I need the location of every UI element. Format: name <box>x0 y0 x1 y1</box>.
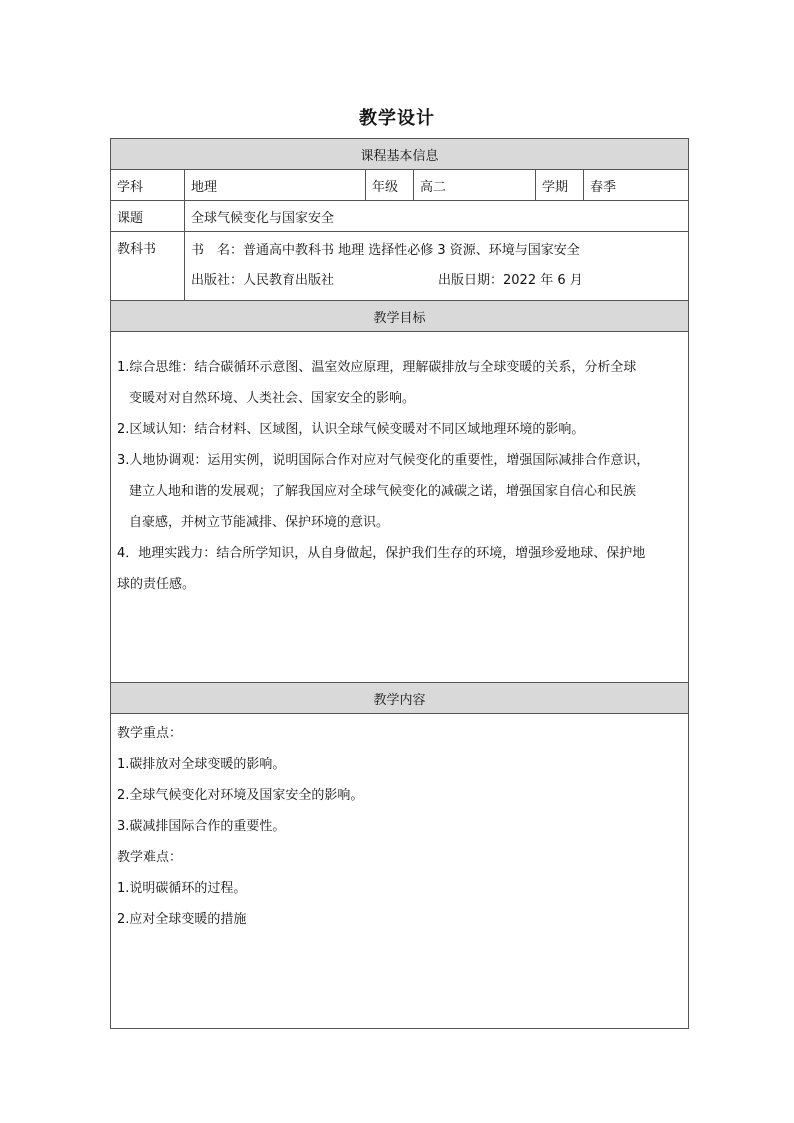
goal-1-line-1: 1.综合思维：结合碳循环示意图、温室效应原理，理解碳排放与全球变暖的关系，分析全球 <box>117 360 637 375</box>
textbook-row <box>111 232 689 301</box>
goal-item <box>117 445 682 538</box>
content-row <box>111 714 689 1029</box>
subject-grade-term-row <box>111 170 689 201</box>
topic-row <box>111 201 689 232</box>
textbook-info <box>185 232 689 301</box>
key-point-item: 3.碳减排国际合作的重要性。 <box>117 819 286 834</box>
key-point-item: 2.全球气候变化对环境及国家安全的影响。 <box>117 788 364 803</box>
goal-3-line-2: 建立人地和谐的发展观；了解我国应对全球气候变化的减碳之诺，增强国家自信心和民族 <box>129 484 637 499</box>
goal-item <box>117 352 682 414</box>
publish-date: 出版日期：2022 年 6 月 <box>438 273 583 288</box>
key-points-heading: 教学重点： <box>117 726 183 741</box>
lesson-plan-table <box>110 138 689 1029</box>
goal-4-line-1: 4．地理实践力：结合所学知识，从自身做起，保护我们生存的环境，增强珍爱地球、保护地 <box>117 546 646 561</box>
content-header-row <box>111 683 689 714</box>
goal-4-line-2: 球的责任感。 <box>117 577 196 592</box>
difficulty-item: 1.说明碳循环的过程。 <box>117 881 247 896</box>
goal-3-line-3: 自豪感，并树立节能减排、保护环境的意识。 <box>129 515 390 530</box>
key-point-item: 1.碳排放对全球变暖的影响。 <box>117 757 286 772</box>
publisher-line <box>191 266 682 296</box>
publisher: 出版社：人民教育出版社 <box>191 273 335 288</box>
goal-item <box>117 538 682 600</box>
goal-3-line-1: 3.人地协调观：运用实例，说明国际合作对应对气候变化的重要性，增强国际减排合作意识， <box>117 453 650 468</box>
grade-label: 年级 <box>366 170 414 201</box>
goals-row <box>111 332 689 683</box>
topic-label: 课题 <box>111 201 185 232</box>
difficulties-heading: 教学难点： <box>117 850 183 865</box>
grade-value: 高二 <box>414 170 536 201</box>
book-name: 书 名：普通高中教科书 地理 选择性必修 3 资源、环境与国家安全 <box>191 243 580 258</box>
term-value: 春季 <box>584 170 689 201</box>
document-title: 教学设计 <box>359 108 435 129</box>
goals-header-row <box>111 301 689 332</box>
goals-header: 教学目标 <box>111 301 689 332</box>
goals-list <box>111 332 689 683</box>
topic-value: 全球气候变化与国家安全 <box>185 201 689 232</box>
goal-item <box>117 414 682 445</box>
basic-info-header-row <box>111 139 689 170</box>
difficulty-item: 2.应对全球变暖的措施 <box>117 912 247 927</box>
subject-value: 地理 <box>185 170 366 201</box>
textbook-label: 教科书 <box>111 232 185 301</box>
subject-label: 学科 <box>111 170 185 201</box>
content-header: 教学内容 <box>111 683 689 714</box>
goal-2-line-1: 2.区域认知：结合材料、区域图，认识全球气候变暖对不同区域地理环境的影响。 <box>117 422 585 437</box>
content-list <box>111 714 689 1029</box>
goal-1-line-2: 变暖对对自然环境、人类社会、国家安全的影响。 <box>129 391 416 406</box>
basic-info-header: 课程基本信息 <box>111 139 689 170</box>
term-label: 学期 <box>536 170 584 201</box>
